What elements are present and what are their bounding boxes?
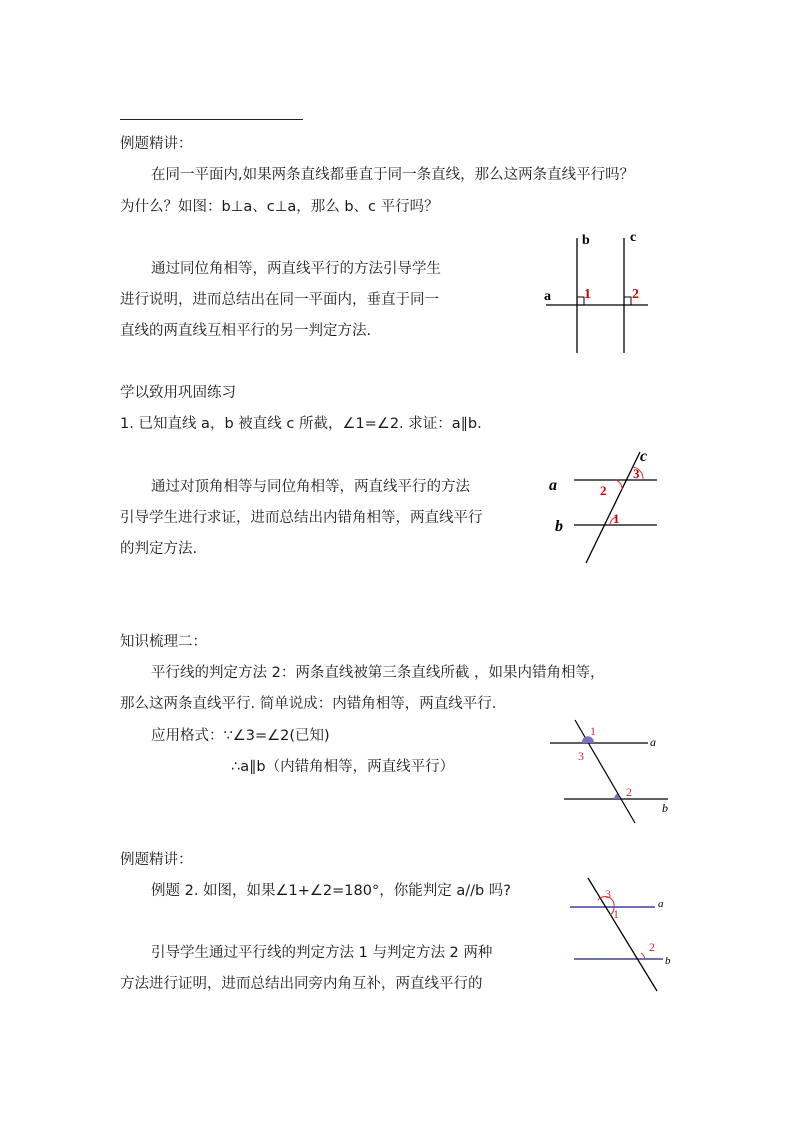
section1-explain-line1: 通过同位角相等，两直线平行的方法引导学生	[151, 261, 441, 277]
section3-format-line1: 应用格式：∵∠3=∠2(已知)	[151, 728, 330, 744]
section3-rule-line2: 那么这两条直线平行. 简单说成：内错角相等，两直线平行.	[120, 696, 497, 712]
angle-label-1: 1	[584, 287, 591, 302]
angle-label-2: 2	[626, 785, 632, 799]
angle-label-3: 3	[578, 749, 584, 763]
label-b: b	[665, 955, 671, 967]
angle-label-2: 2	[649, 940, 655, 954]
label-a: a	[658, 898, 664, 910]
angle-label-3: 3	[605, 887, 611, 901]
section2-exercise: 1. 已知直线 a，b 被直线 c 所截，∠1=∠2. 求证：a∥b.	[120, 416, 482, 432]
figure-cointerior-angles	[560, 870, 685, 1000]
section4-heading: 例题精讲：	[120, 852, 193, 868]
figure-perpendicular-lines	[540, 228, 660, 358]
label-b: b	[662, 801, 668, 815]
angle-label-2: 2	[632, 287, 639, 302]
section4-explain-line2: 方法进行证明，进而总结出同旁内角互补，两直线平行的	[120, 976, 483, 992]
section1-explain-line2: 进行说明，进而总结出在同一平面内，垂直于同一	[120, 292, 439, 308]
label-a: a	[549, 477, 557, 494]
section1-question-line2: 为什么？如图：b⊥a、c⊥a，那么 b、c 平行吗？	[120, 199, 439, 215]
top-divider	[120, 119, 303, 120]
section2-explain-line1: 通过对顶角相等与同位角相等，两直线平行的方法	[151, 479, 470, 495]
line-c	[586, 452, 640, 563]
section2-explain-line3: 的判定方法.	[120, 541, 198, 557]
section2-explain-line2: 引导学生进行求证，进而总结出内错角相等，两直线平行	[120, 510, 483, 526]
transversal	[575, 720, 635, 823]
angle-label-1: 1	[590, 724, 596, 738]
right-angle-mark-2	[624, 297, 631, 305]
section3-rule-line1: 平行线的判定方法 2：两条直线被第三条直线所截 ，如果内错角相等，	[151, 665, 605, 681]
figure-transversal-exercise	[545, 445, 665, 570]
section1-explain-line3: 直线的两直线互相平行的另一判定方法.	[120, 323, 372, 339]
section4-example: 例题 2. 如图，如果∠1+∠2=180°，你能判定 a//b 吗?	[151, 883, 511, 899]
section3-heading: 知识梳理二：	[120, 634, 207, 650]
label-c: c	[640, 448, 648, 465]
angle-label-3: 3	[633, 466, 640, 481]
angle-arc-2	[616, 480, 622, 490]
angle-label-1: 1	[613, 907, 619, 921]
section1-question-line1: 在同一平面内,如果两条直线都垂直于同一条直线，那么这两条直线平行吗？	[151, 167, 635, 183]
right-angle-mark-1	[577, 297, 584, 305]
label-a: a	[650, 735, 656, 749]
section4-explain-line1: 引导学生通过平行线的判定方法 1 与判定方法 2 两种	[151, 945, 493, 961]
angle-label-1: 1	[613, 511, 620, 526]
angle-arc-2	[641, 953, 645, 959]
label-b: b	[582, 233, 590, 248]
section2-heading: 学以致用巩固练习	[120, 385, 236, 401]
angle-label-2: 2	[600, 483, 607, 498]
transversal	[588, 878, 657, 991]
figure-alternate-angles	[540, 715, 680, 830]
section3-format-line2: ∴a∥b（内错角相等，两直线平行）	[231, 759, 455, 775]
label-a: a	[544, 289, 551, 304]
section1-heading: 例题精讲：	[120, 136, 193, 152]
label-b: b	[555, 518, 563, 535]
label-c: c	[630, 230, 637, 245]
